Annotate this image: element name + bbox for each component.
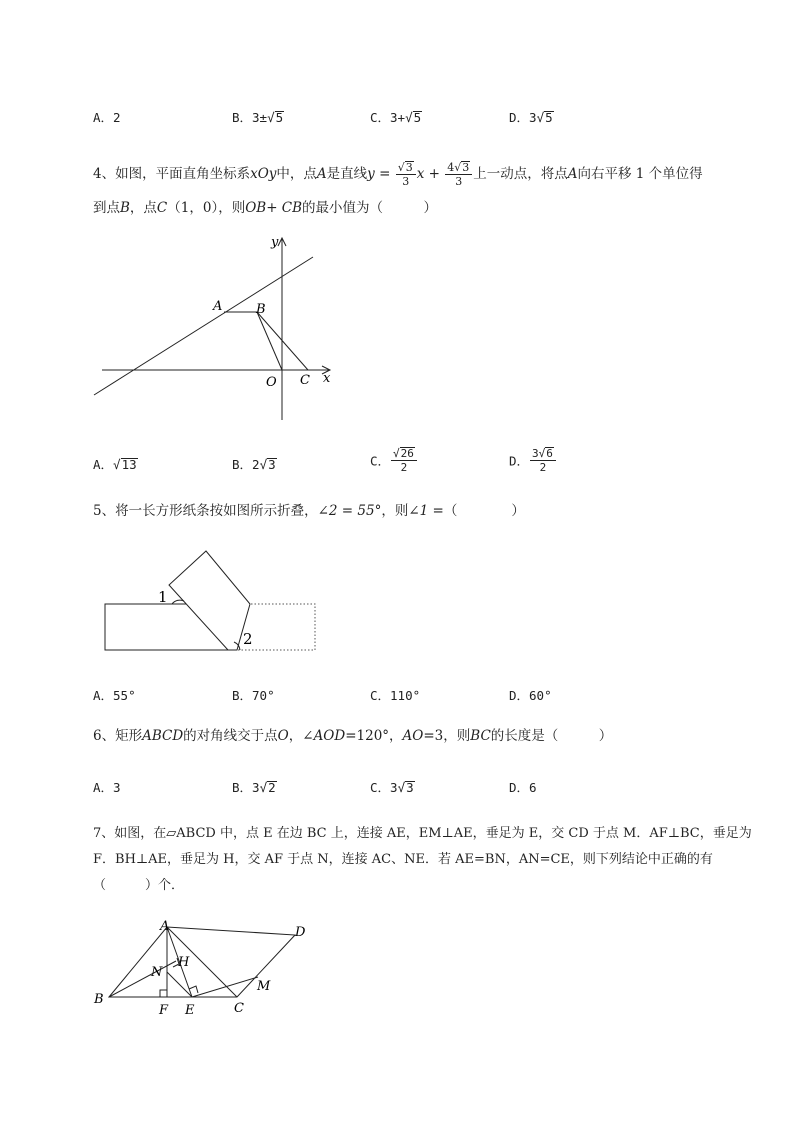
q4-f2-coef: 4 (447, 161, 455, 174)
q7-segment-ne (167, 972, 192, 997)
q6-option-c-label: C．3 (370, 780, 398, 795)
q3-option-d-label: D．3 (509, 110, 537, 125)
q4-option-c-label: C． (370, 453, 391, 469)
q5-option-a[interactable] (93, 686, 136, 704)
q6-var: AO (402, 728, 424, 744)
q3-option-d[interactable]: D．3√5 (509, 110, 553, 125)
q4-eq-plus: + (424, 166, 445, 182)
q6-var: ABCD (142, 728, 184, 744)
q4-option-a-radicand: 13 (121, 457, 137, 472)
q5-text: 5、将一长方形纸条按如图所示折叠， (93, 503, 318, 519)
q3-option-b-radicand: 5 (275, 110, 284, 125)
q5-option-d[interactable] (509, 686, 552, 704)
q5-option-c[interactable] (370, 686, 420, 704)
q6-text: ，∠ (288, 728, 314, 744)
q4-option-d[interactable] (509, 447, 557, 474)
q6-option-c[interactable]: C．3√3 (370, 780, 414, 795)
q5-angle2: ∠2 = 55° (317, 503, 382, 519)
q4-option-c-fraction: $\frac{√26}{2}$ (391, 447, 417, 474)
q5-option-c-label: C．110° (370, 688, 421, 703)
q4-line (94, 257, 313, 395)
q4-option-d-coef: 3 (532, 447, 539, 460)
q7-right-angle-f-icon (160, 990, 167, 997)
q4-f1-den: 3 (402, 175, 410, 188)
q6-question (93, 721, 753, 751)
q4-eq-y: y (367, 166, 375, 182)
q3-option-c-label: C．3+ (370, 110, 406, 125)
q7-label-e: E (185, 1003, 195, 1018)
q4-f2-radicand: 3 (462, 161, 470, 174)
q4-option-c-radicand: 26 (400, 447, 414, 460)
q6-text: 的对角线交于点 (183, 728, 278, 744)
q6-option-d[interactable] (509, 778, 537, 796)
q4-text: 的最小值为（ ） (302, 200, 438, 216)
q7-label-h: H (178, 955, 190, 970)
q5-angle1: ∠1 = (408, 503, 444, 519)
q4-label-x: x (323, 371, 331, 386)
q7-label-a: A (160, 919, 170, 934)
q7-label-d: D (295, 925, 306, 940)
q4-f1-radicand: 3 (405, 161, 413, 174)
q5-option-a-label: A．55° (93, 688, 136, 703)
q4-text: 上一动点，将点 (473, 166, 568, 182)
q7-segment-em (192, 977, 258, 997)
q4-segment-bo (257, 312, 282, 370)
q4-var: C (156, 200, 168, 216)
q3-option-b-label: B．3± (232, 110, 268, 125)
q6-option-b-label: B．3 (232, 780, 260, 795)
q4-option-c[interactable] (370, 447, 418, 474)
q7-line2: F．BH⊥AE，垂足为 H，交 AF 于点 N，连接 AC、NE．若 AE=BN，AN=CE，则下列结论中正确的有 (93, 852, 713, 867)
q3-option-c[interactable]: C．3+√5 (370, 110, 422, 125)
q7-question (93, 821, 753, 899)
q4-eq-x: x (416, 166, 425, 182)
q6-option-b-radicand: 2 (268, 780, 276, 795)
q7-label-m: M (257, 979, 271, 994)
q4-text: （1，0），则 (167, 200, 246, 216)
q4-option-d-label: D． (509, 453, 530, 469)
q7-label-n: N (151, 965, 163, 980)
q4-var: xOy (250, 166, 277, 182)
q5-label-1: 1 (158, 588, 168, 606)
q4-question-line2 (93, 193, 753, 223)
q5-text: ，则 (381, 503, 409, 519)
q3-option-c-radicand: 5 (413, 110, 422, 125)
q4-text: 4、如图，平面直角坐标系 (93, 166, 251, 182)
q6-option-b[interactable]: B．3√2 (232, 780, 276, 795)
q6-option-c-radicand: 3 (406, 780, 414, 795)
q4-text: 中，点 (276, 166, 317, 182)
q3-option-d-radicand: 5 (545, 110, 553, 125)
q6-text: =3，则 (423, 728, 471, 744)
q4-label-a: A (213, 299, 223, 314)
q4-label-b: B (256, 302, 266, 317)
q4-option-b-radicand: 3 (268, 457, 276, 472)
q4-var: B (120, 200, 130, 216)
q4-option-d-fraction: $\frac{3√6}{2}$ (530, 447, 556, 474)
q4-option-d-den: 2 (539, 461, 547, 474)
q5-label-2: 2 (243, 630, 253, 648)
q6-var: O (277, 728, 289, 744)
q4-var: A (316, 166, 327, 182)
q7-line1: 7、如图，在▱ABCD 中，点 E 在边 BC 上，连接 AE，EM⊥AE，垂足为 E，交 CD 于点 M．AF⊥BC，垂足为 (93, 826, 752, 841)
q4-option-c-den: 2 (400, 461, 408, 474)
q4-option-d-radicand: 6 (546, 447, 553, 460)
q6-option-d-label: D．6 (509, 780, 537, 795)
q4-text: 是直线 (326, 166, 368, 182)
q6-var: BC (470, 728, 491, 744)
q4-option-a[interactable]: A．√13 (93, 457, 137, 472)
q5-option-b-label: B．70° (232, 688, 275, 703)
q4-option-b-label: B．2 (232, 457, 260, 472)
q4-var: A (567, 166, 578, 182)
q4-text: 向右平移 1 个单位得 (577, 166, 703, 182)
q5-angle1-arc-icon (172, 600, 184, 604)
q7-figure (90, 918, 320, 1018)
q4-label-c: C (300, 373, 310, 388)
q7-line3: （ ）个． (93, 878, 185, 893)
q4-var: OB+ CB (245, 200, 303, 216)
q5-option-b[interactable] (232, 686, 275, 704)
q4-fraction-1: $\frac{√3}{3}$ (396, 161, 416, 188)
q6-option-a[interactable] (93, 778, 121, 796)
q5-option-d-label: D．60° (509, 688, 552, 703)
q4-option-a-label: A． (93, 457, 114, 472)
q4-f2-den: 3 (455, 175, 463, 188)
q5-text: （ ） (443, 503, 525, 519)
q3-option-b[interactable]: B．3±√5 (232, 110, 284, 125)
q6-text: 6、矩形 (93, 728, 143, 744)
q6-text: 的长度是（ ） (490, 728, 613, 744)
q7-label-f: F (159, 1003, 169, 1018)
q5-figure (100, 545, 325, 657)
q4-fraction-2: $\frac{4√3}{3}$ (445, 161, 472, 188)
q4-text: ，点 (129, 200, 157, 216)
q6-option-a-label: A．3 (93, 780, 121, 795)
q7-label-b: B (94, 992, 104, 1007)
q7-label-c: C (234, 1001, 244, 1016)
q7-segment-bh (109, 961, 176, 997)
q4-option-b[interactable]: B．2√3 (232, 457, 276, 472)
q5-question (93, 496, 753, 526)
q6-text: =120°， (345, 728, 403, 744)
q4-label-y: y (271, 235, 279, 250)
q3-option-a-label: A．2 (93, 110, 121, 125)
q4-eq-sign: = (374, 166, 395, 182)
q4-text: 到点 (93, 200, 120, 216)
q4-figure (90, 230, 340, 425)
q6-var: AOD (313, 728, 346, 744)
q3-option-a[interactable] (93, 108, 121, 126)
q4-label-o: O (266, 375, 277, 390)
q4-question-line1 (93, 159, 753, 189)
